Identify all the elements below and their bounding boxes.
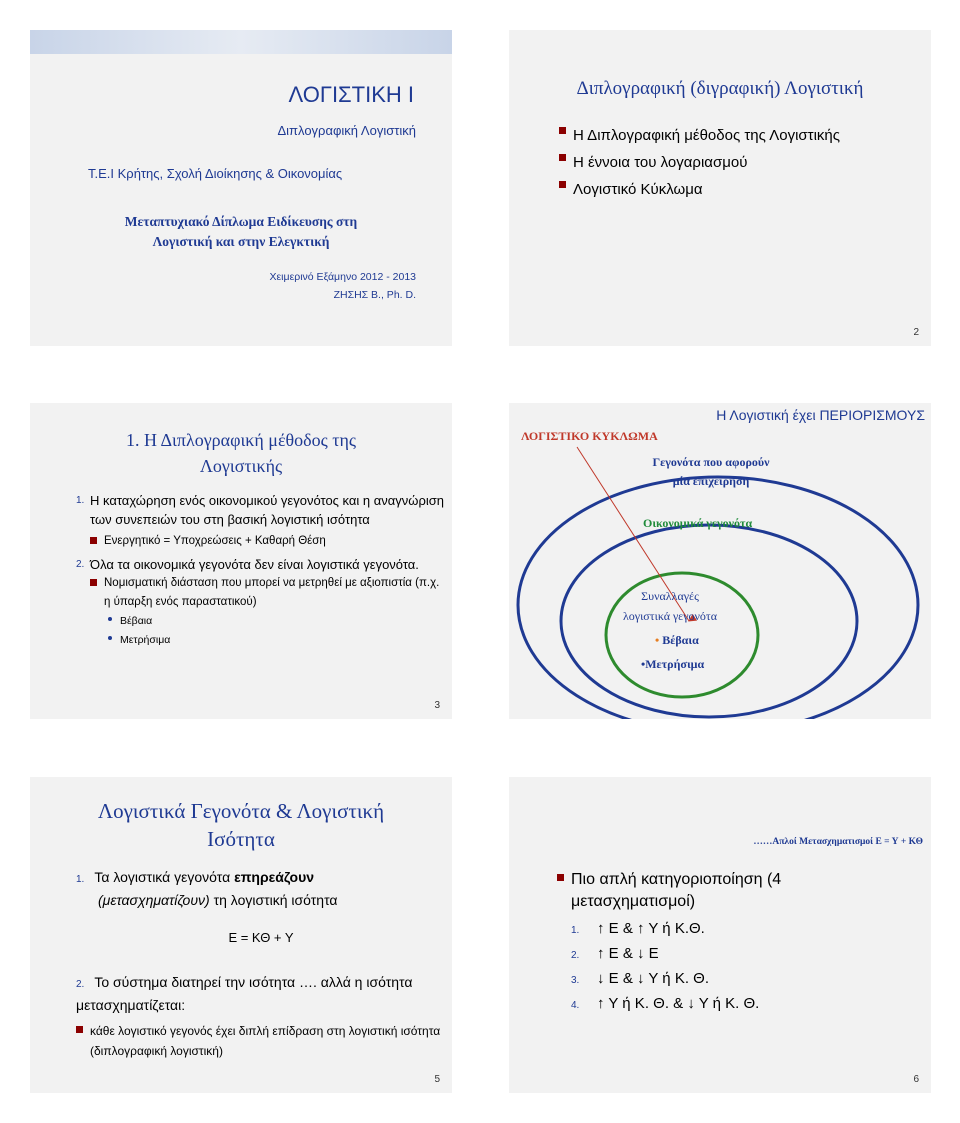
numbered-item [76, 867, 446, 910]
sub-bullet: Νομισματική διάσταση που μπορεί να μετρηθεί με αξιοπιστία (π.χ. η ύπαρξη ενός παραστατικού) [90, 574, 446, 612]
list-item [571, 967, 759, 992]
inner-bullet-2: •Μετρήσιμα [641, 657, 705, 671]
item-number: 2. [76, 979, 85, 990]
page-number: 3 [434, 700, 440, 711]
slide-4-header: Η Λογιστική έχει ΠΕΡΙΟΡΙΣΜΟΥΣ [716, 407, 925, 423]
item-text: ↓ Ε & ↓ Υ ή Κ. Θ. [597, 970, 709, 987]
nested-circles-diagram [509, 403, 931, 719]
item-text: Η καταχώρηση ενός οικονομικού γεγονότος και η αναγνώριση των συνεπειών του στη βασική λογιστική ισότητα [90, 493, 444, 527]
inner-bullet-1: • Βέβαια [655, 633, 699, 647]
numbered-item [76, 555, 446, 574]
title-line-2: Ισότητα [207, 827, 275, 851]
outer-label-line-2: μία επιχείρηση [672, 474, 750, 488]
sub-bullet: κάθε λογιστικό γεγονός έχει διπλή επίδραση στη λογιστική ισότητα (διπλογραφική λογιστική) [76, 1021, 446, 1061]
slide-1-title: ΛΟΓΙΣΤΙΚΗ Ι [288, 82, 414, 107]
slide-2-title: Διπλογραφική (διγραφική) Λογιστική [576, 78, 864, 99]
title-line-1: 1. Η Διπλογραφική μέθοδος της [125, 430, 357, 450]
transformation-list [571, 917, 759, 1017]
item-emphasis: επηρεάζουν [234, 869, 315, 885]
slide-2-bullets [559, 122, 840, 203]
slide-5 [30, 777, 452, 1093]
outer-circle-label [621, 453, 801, 491]
item-text: τη λογιστική ισότητα [213, 892, 338, 908]
slide-1-institution: Τ.Ε.Ι Κρήτης, Σχολή Διοίκησης & Οικονομίας [88, 166, 343, 181]
item-text: ↑ Υ ή Κ. Θ. & ↓ Υ ή Κ. Θ. [597, 995, 760, 1012]
item-text: Όλα τα οικονομικά γεγονότα δεν είναι λογιστικά γεγονότα. [90, 557, 419, 572]
list-item [571, 917, 759, 942]
slide-6 [509, 777, 931, 1093]
slide-5-title [30, 797, 452, 853]
page-number: 2 [913, 327, 919, 338]
item-emphasis-italic: (μετασχηματίζουν) [98, 892, 210, 908]
sub-sub-bullet: Μετρήσιμα [106, 631, 446, 650]
item-text: Το σύστημα διατηρεί την ισότητα …. αλλά η ισότητα μετασχηματίζεται: [76, 974, 413, 1013]
numbered-item [76, 491, 446, 529]
semester: Χειμερινό Εξάμηνο 2012 - 2013 [269, 271, 416, 283]
accounting-cycle-label: ΛΟΓΙΣΤΙΚΟ ΚΥΚΛΩΜΑ [521, 429, 658, 443]
item-number: 2. [76, 559, 85, 570]
item-number: 1. [76, 874, 85, 885]
slide-1 [30, 30, 452, 346]
accounting-equation: Ε = ΚΘ + Υ [228, 930, 294, 945]
item-text: ↑ Ε & ↑ Υ ή Κ.Θ. [597, 920, 705, 937]
slide-6-corner-note: ……Απλοί Μετασχηματισμοί Ε = Υ + ΚΘ [753, 837, 923, 847]
outer-label-line-1: Γεγονότα που αφορούν [652, 455, 770, 469]
bullet-item: Η Διπλογραφική μέθοδος της Λογιστικής [559, 122, 840, 149]
item-text: Τα λογιστικά γεγονότα [94, 869, 231, 885]
bullet-item: Η έννοια του λογαριασμού [559, 149, 840, 176]
slide-1-program [30, 212, 452, 252]
slide-1-subtitle: Διπλογραφική Λογιστική [277, 123, 416, 138]
slide-6-heading: Πιο απλή κατηγοριοποίηση (4 μετασχηματισμοί) [557, 869, 871, 913]
page-number: 6 [913, 1074, 919, 1085]
item-number: 4. [571, 1000, 580, 1011]
inner-circle-label [605, 586, 735, 626]
item-text: ↑ Ε & ↓ Ε [597, 945, 659, 962]
inner-label-line-2: λογιστικά γεγονότα [622, 609, 718, 623]
numbered-item [76, 972, 446, 1015]
item-number: 1. [76, 495, 85, 506]
list-item [571, 942, 759, 967]
list-item [571, 992, 759, 1017]
slide-3 [30, 403, 452, 719]
sub-bullet: Ενεργητικό = Υποχρεώσεις + Καθαρή Θέση [90, 532, 446, 551]
inner-label-line-1: Συναλλαγές [641, 589, 699, 603]
inner-bullet-1-text: Βέβαια [662, 633, 699, 647]
slide-3-title [30, 427, 452, 479]
page-number: 5 [434, 1074, 440, 1085]
bullet-item: Λογιστικό Κύκλωμα [559, 176, 840, 203]
item-number: 3. [571, 975, 580, 986]
slide-3-body [76, 491, 446, 650]
item-number: 1. [571, 925, 580, 936]
slide-5-body [76, 867, 446, 1061]
slide-2 [509, 30, 931, 346]
title-line-2: Λογιστικής [199, 456, 283, 476]
middle-circle-label: Οικονομικά γεγονότα [643, 516, 753, 530]
program-line-1: Μεταπτυχιακό Δίπλωμα Ειδίκευσης στη [124, 214, 358, 229]
item-number: 2. [571, 950, 580, 961]
slide-4 [509, 403, 931, 719]
title-line-1: Λογιστικά Γεγονότα & Λογιστική [97, 799, 385, 823]
author: ΖΗΣΗΣ Β., Ph. D. [333, 289, 416, 301]
sub-sub-bullet: Βέβαια [106, 612, 446, 631]
program-line-2: Λογιστική και στην Ελεγκτική [152, 234, 330, 249]
slide-1-meta [270, 268, 417, 304]
slide-title-bar [30, 30, 452, 54]
